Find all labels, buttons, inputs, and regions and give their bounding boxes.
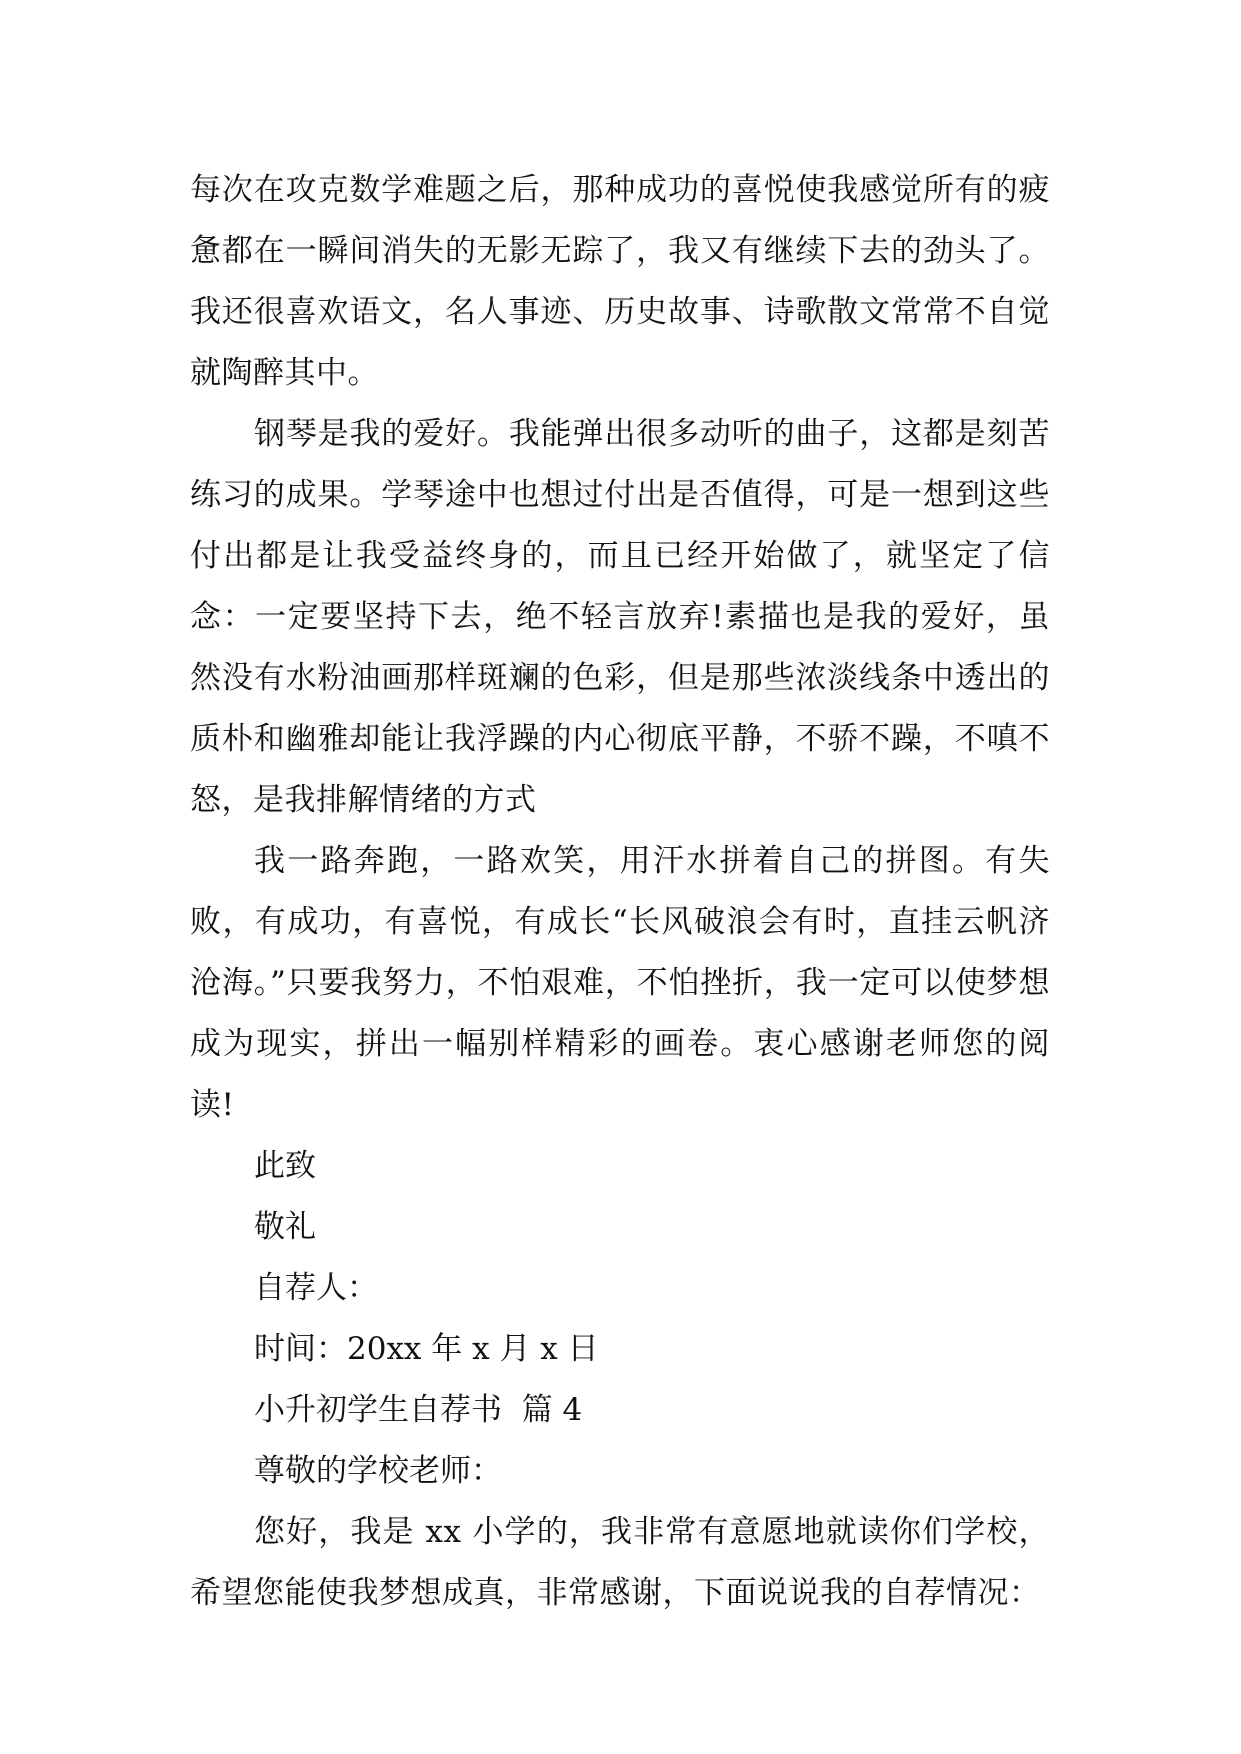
document-body [190,160,1050,1624]
signer-line: 自荐人： [254,1270,378,1306]
section-title: 小升初学生自荐书 篇 4 [254,1392,583,1428]
date-line: 时间：20xx 年 x 月 x 日 [254,1331,599,1367]
paragraph-study: 每次在攻克数学难题之后，那种成功的喜悦使我感觉所有的疲惫都在一瞬间消失的无影无踪了，我又有继续下去的劲头了。我还很喜欢语文，名人事迹、历史故事、诗歌散文常常不自觉就陶醉其中。 [190,172,1050,391]
salutation: 尊敬的学校老师： [254,1453,502,1489]
closing-line-2: 敬礼 [254,1209,316,1245]
closing-line-1: 此致 [254,1148,316,1184]
paragraph-hobbies: 钢琴是我的爱好。我能弹出很多动听的曲子，这都是刻苦练习的成果。学琴途中也想过付出是否值得，可是一想到这些付出都是让我受益终身的，而且已经开始做了，就坚定了信念：一定要坚持下去，绝不轻言放弃!素描也是我的爱好，虽然没有水粉油画那样斑斓的色彩，但是那些浓淡线条中透出的质朴和幽雅却能让我浮躁的内心彻底平静，不骄不躁，不嗔不怒，是我排解情绪的方式 [190,416,1050,818]
paragraph-conclusion: 我一路奔跑，一路欢笑，用汗水拼着自己的拼图。有失败，有成功，有喜悦，有成长“长风破浪会有时，直挂云帆济沧海。”只要我努力，不怕艰难，不怕挫折，我一定可以使梦想成为现实，拼出一幅别样精彩的画卷。衷心感谢老师您的阅读! [190,843,1050,1123]
paragraph-intro: 您好，我是 xx 小学的，我非常有意愿地就读你们学校，希望您能使我梦想成真，非常感谢，下面说说我的自荐情况： [190,1514,1050,1611]
